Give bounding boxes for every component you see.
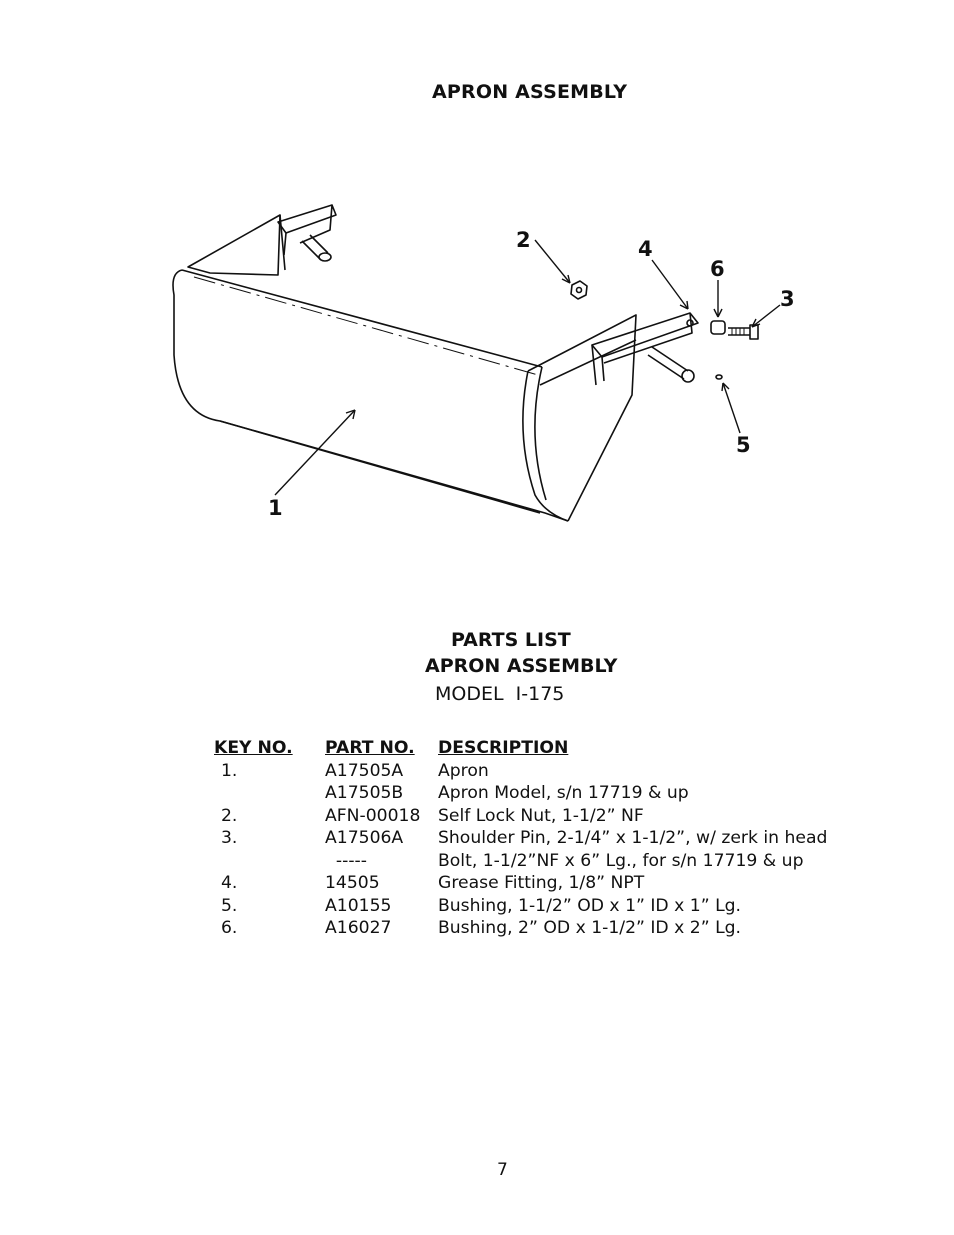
column-part-no: PART NO. <box>325 738 415 758</box>
part-no: A17505B <box>325 783 404 803</box>
description: Bushing, 2” OD x 1-1/2” ID x 2” Lg. <box>438 918 742 938</box>
part-no: AFN-00018 <box>325 805 421 826</box>
key-no: 6. <box>221 918 238 938</box>
key-no: 1. <box>221 760 238 781</box>
description: Bolt, 1-1/2”NF x 6” Lg., for s/n 17719 & up <box>438 850 804 871</box>
description: Shoulder Pin, 2-1/4” x 1-1/2”, w/ zerk in head <box>438 828 828 848</box>
part-no: A17506A <box>325 828 404 848</box>
parts-list-heading: PARTS LIST <box>451 629 571 651</box>
callout-6: 6 <box>710 257 725 281</box>
key-no: 2. <box>221 805 238 826</box>
page-title: APRON ASSEMBLY <box>432 81 628 103</box>
description: Self Lock Nut, 1-1/2” NF <box>438 805 644 826</box>
callout-3: 3 <box>780 287 795 311</box>
description: Bushing, 1-1/2” OD x 1” ID x 1” Lg. <box>438 895 742 916</box>
column-description: DESCRIPTION <box>438 738 569 758</box>
model-label: MODEL I-175 <box>435 683 565 705</box>
callout-1: 1 <box>268 496 283 520</box>
parts-list-subheading: APRON ASSEMBLY <box>425 655 618 677</box>
description: Apron <box>438 760 489 781</box>
key-no: 4. <box>221 873 238 893</box>
key-no: 3. <box>221 828 238 848</box>
callout-2: 2 <box>516 228 531 252</box>
part-no: A16027 <box>325 918 392 938</box>
description: Apron Model, s/n 17719 & up <box>438 783 689 803</box>
key-no: 5. <box>221 895 238 916</box>
part-no: ----- <box>325 850 367 871</box>
column-key-no: KEY NO. <box>214 738 293 758</box>
description: Grease Fitting, 1/8” NPT <box>438 873 645 893</box>
part-no: A10155 <box>325 895 392 916</box>
part-no: A17505A <box>325 760 404 781</box>
callout-4: 4 <box>638 237 653 261</box>
apron-assembly-drawing <box>160 195 810 535</box>
callout-5: 5 <box>736 433 751 457</box>
page-number: 7 <box>497 1160 508 1180</box>
part-no: 14505 <box>325 873 380 893</box>
